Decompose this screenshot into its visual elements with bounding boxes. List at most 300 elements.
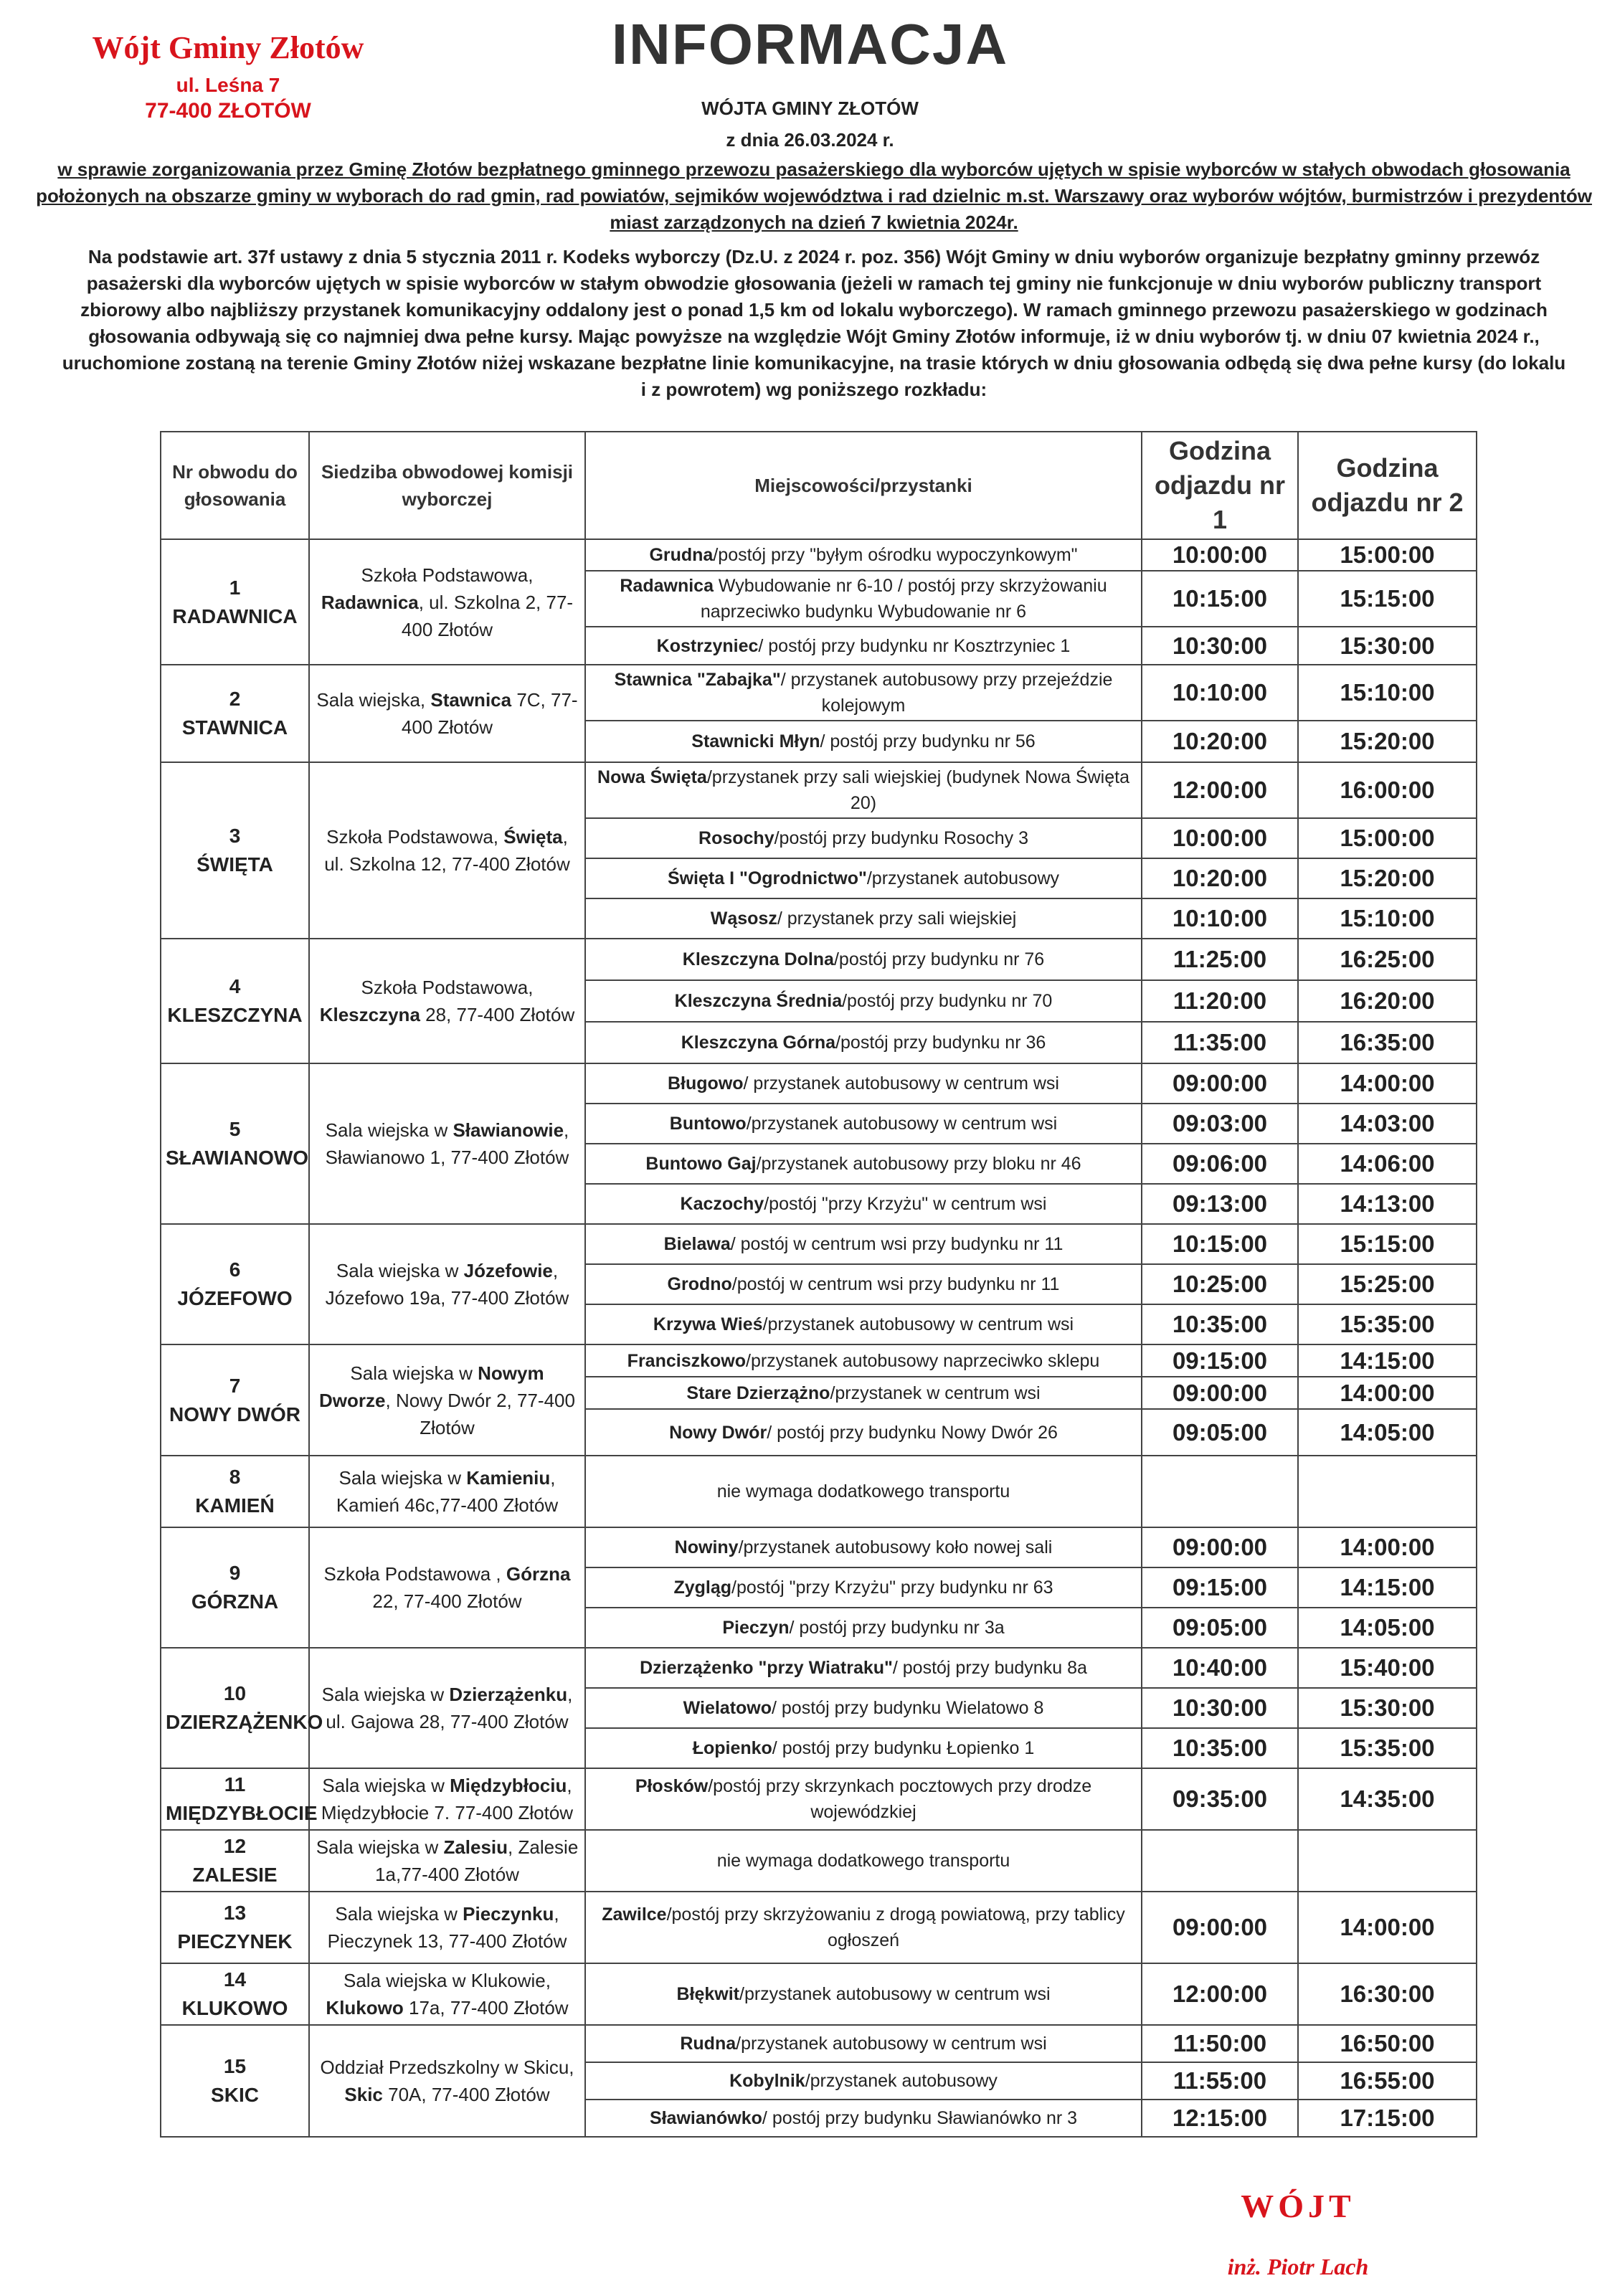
document-matter: w sprawie zorganizowania przez Gminę Złotów bezpłatnego gminnego przewozu pasażerskiego dla wyborców ujętych w spisie wyborców w stałych obwodach głosowania położonych na obszarze gminy w wyborach do rad gmin, rad powiatów, sejmików województwa i rad dzielnic m.st. Warszawy oraz wyborów wójtów, burmistrzów i prezydentów miast zarządzonych na dzień 7 kwietnia 2024r. (36, 158, 1592, 233)
district-name: GÓRZNA (191, 1590, 279, 1613)
table-row (161, 1527, 1477, 1567)
stop-locality: Stare Dzierzążno (686, 1382, 830, 1403)
table-row (161, 1963, 1477, 2025)
stop-description: /przystanek autobusowy (805, 2071, 998, 2091)
district-cell (161, 1063, 309, 1224)
stop-description: / postój przy budynku nr Kosztrzyniec 1 (758, 635, 1071, 656)
district-number: 14 (223, 1968, 247, 1991)
commission-seat (309, 665, 585, 762)
stop-cell (585, 1567, 1142, 1608)
departure-1: 10:25:00 (1142, 1264, 1298, 1304)
district-name: KAMIEŃ (195, 1494, 275, 1517)
commission-seat (309, 1456, 585, 1527)
seat-prefix: Sala wiejska w (335, 1903, 463, 1925)
seat-prefix: Sala wiejska w Klukowie, (343, 1970, 551, 1991)
stop-description: /przystanek w centrum wsi (830, 1382, 1041, 1403)
seat-prefix: Szkoła Podstawowa , (323, 1563, 506, 1585)
stop-description: /postój przy "byłym ośrodku wypoczynkowym" (713, 545, 1078, 565)
stop-locality: Kaczochy (680, 1194, 764, 1214)
stop-cell (585, 762, 1142, 818)
seat-locality: Kamieniu (466, 1467, 551, 1489)
departure-1: 10:00:00 (1142, 539, 1298, 571)
commission-seat (309, 1344, 585, 1456)
stop-cell (585, 858, 1142, 898)
departure-2: 14:05:00 (1298, 1608, 1477, 1648)
stop-description: / przystanek przy sali wiejskiej (777, 909, 1017, 929)
departure-2: 15:25:00 (1298, 1264, 1477, 1304)
stop-locality: Grodno (667, 1274, 732, 1294)
departure-1: 10:35:00 (1142, 1304, 1298, 1344)
header-departure-1: Godzina odjazdu nr 1 (1142, 432, 1298, 539)
stop-locality: Buntowo Gaj (645, 1154, 757, 1174)
stop-description: /postój przy skrzynkach pocztowych przy drodze wojewódzkiej (708, 1776, 1092, 1822)
seat-locality: Dzierzążenku (449, 1684, 568, 1705)
district-number: 4 (229, 975, 241, 997)
district-cell (161, 1648, 323, 1768)
seat-locality: Józefowie (463, 1260, 553, 1281)
district-cell (161, 1527, 309, 1648)
stop-description: /przystanek autobusowy w centrum wsi (739, 1984, 1051, 2004)
stop-description: /postój przy skrzyżowaniu z drogą powiatową, przy tablicy ogłoszeń (666, 1904, 1125, 1950)
seat-address: 70A, 77-400 Złotów (382, 2084, 550, 2105)
commission-seat (309, 1963, 585, 2025)
stop-locality: Stawnicki Młyn (691, 731, 820, 751)
stop-locality: Nowy Dwór (669, 1422, 767, 1443)
stop-cell (585, 2100, 1142, 2137)
stamp-office-name: Wójt Gminy Złotów (92, 30, 364, 65)
stop-description: /przystanek autobusowy w centrum wsi (762, 1314, 1074, 1334)
departure-2: 14:15:00 (1298, 1344, 1477, 1377)
stop-cell (585, 939, 1142, 980)
seat-prefix: Sala wiejska, (316, 689, 431, 711)
stop-locality: Nowa Święta (597, 767, 707, 787)
district-cell (161, 539, 309, 665)
departure-2: 14:35:00 (1298, 1768, 1477, 1830)
stop-cell (585, 1063, 1142, 1104)
seat-prefix: Sala wiejska w (338, 1467, 467, 1489)
stop-description: /przystanek autobusowy w centrum wsi (736, 2034, 1047, 2054)
departure-1: 09:05:00 (1142, 1409, 1298, 1456)
departure-1: 11:25:00 (1142, 939, 1298, 980)
stop-description: /postój przy budynku nr 76 (833, 949, 1045, 969)
stop-locality: Radawnica (620, 576, 714, 596)
header-commission-seat: Siedziba obwodowej komisji wyborczej (309, 432, 585, 539)
no-transport-note: nie wymaga dodatkowego transportu (585, 1830, 1142, 1892)
stop-locality: Stawnica "Zabajka" (614, 670, 781, 690)
stop-cell (585, 1377, 1142, 1409)
seat-prefix: Sala wiejska w (322, 1775, 450, 1796)
stop-locality: Kostrzyniec (656, 635, 759, 656)
district-name: NOWY DWÓR (169, 1403, 301, 1425)
departure-2: 15:15:00 (1298, 1224, 1477, 1264)
stop-cell (585, 627, 1142, 665)
commission-seat (309, 1830, 585, 1892)
stop-locality: Wielatowo (683, 1698, 772, 1718)
district-name: JÓZEFOWO (177, 1287, 293, 1309)
departure-1: 11:20:00 (1142, 980, 1298, 1022)
departure-1 (1142, 1830, 1298, 1892)
stop-description: / przystanek autobusowy w centrum wsi (743, 1073, 1059, 1094)
district-name: ŚWIĘTA (196, 853, 273, 876)
departure-2: 16:25:00 (1298, 939, 1477, 980)
departure-1: 09:35:00 (1142, 1768, 1298, 1830)
departure-1: 11:55:00 (1142, 2062, 1298, 2100)
departure-2: 14:00:00 (1298, 1892, 1477, 1963)
departure-1: 09:00:00 (1142, 1377, 1298, 1409)
departure-1: 10:35:00 (1142, 1728, 1298, 1768)
commission-seat (309, 939, 585, 1063)
departure-2: 14:00:00 (1298, 1377, 1477, 1409)
table-row (161, 939, 1477, 980)
stop-description: /postój "przy Krzyżu" w centrum wsi (764, 1194, 1047, 1214)
departure-2: 16:35:00 (1298, 1022, 1477, 1063)
table-row (161, 1224, 1477, 1264)
commission-seat (309, 1892, 585, 1963)
departure-2: 16:20:00 (1298, 980, 1477, 1022)
stop-description: /przystanek autobusowy przy bloku nr 46 (756, 1154, 1081, 1174)
header-departure-2: Godzina odjazdu nr 2 (1298, 432, 1477, 539)
table-row (161, 1830, 1477, 1892)
departure-1: 09:15:00 (1142, 1344, 1298, 1377)
seat-prefix: Szkoła Podstawowa, (326, 826, 504, 848)
table-row (161, 1456, 1477, 1527)
stop-cell (585, 1648, 1142, 1688)
stop-cell (585, 721, 1142, 762)
district-cell (161, 939, 309, 1063)
departure-2: 15:30:00 (1298, 1688, 1477, 1728)
stop-cell (585, 818, 1142, 858)
table-row (161, 1892, 1477, 1963)
document-date: z dnia 26.03.2024 r. (726, 129, 894, 151)
district-name: MIĘDZYBŁOCIE (166, 1802, 318, 1824)
stop-cell (585, 1104, 1142, 1144)
seat-address: 7C, 77-400 Złotów (401, 689, 578, 738)
seat-locality: Skic (344, 2084, 383, 2105)
seat-address: , Józefowo 19a, 77-400 Złotów (325, 1260, 569, 1309)
signature-name: inż. Piotr Lach (1227, 2254, 1369, 2280)
district-name: RADAWNICA (172, 604, 298, 627)
stop-cell (585, 1963, 1142, 2025)
document-subtitle: WÓJTA GMINY ZŁOTÓW (701, 98, 919, 119)
header-district-number: Nr obwodu do głosowania (161, 432, 309, 539)
stop-locality: Święta I "Ogrodnictwo" (667, 868, 867, 888)
departure-1: 12:00:00 (1142, 762, 1298, 818)
departure-2: 14:00:00 (1298, 1527, 1477, 1567)
table-row (161, 1063, 1477, 1104)
stop-locality: Krzywa Wieś (653, 1314, 763, 1334)
stop-cell (585, 1409, 1142, 1456)
district-cell (161, 1456, 309, 1527)
departure-1: 11:35:00 (1142, 1022, 1298, 1063)
document-body: Na podstawie art. 37f ustawy z dnia 5 stycznia 2011 r. Kodeks wyborczy (Dz.U. z 2024 r. poz. 356) Wójt Gminy w dniu wyborów organizuje bezpłatny gminny przewóz pasażerski dla wyborców ujętych w spisie wyborców w stałym obwodzie głosowania (jeżeli w ramach tej gminy nie funkcjonuje w dniu wyborów publiczny transport zbiorowy albo najbliższy przystanek komunikacyjny oddalony jest o ponad 1,5 km od lokalu wyborczego). W ramach gminnego przewozu pasażerskiego w godzinach głosowania odbywają się co najmniej dwa pełne kursy. Mając powyższe na względzie Wójt Gminy Złotów informuje, iż w dniu wyborów tj. w dniu 07 kwietnia 2024 r., uruchomione zostaną na terenie Gminy Złotów niżej wskazane bezpłatne linie komunikacyjne, na trasie których w dniu głosowania odbędą się dwa pełne kursy (do lokalu i z powrotem) wg poniższego rozkładu: (62, 246, 1566, 400)
stop-description: / postój przy budynku nr 56 (820, 731, 1036, 751)
seat-locality: Święta (503, 826, 563, 848)
stop-cell (585, 1144, 1142, 1184)
stop-cell (585, 1892, 1142, 1963)
table-row (161, 1648, 1477, 1688)
seat-address: , ul. Szkolna 2, 77-400 Złotów (401, 591, 574, 640)
departure-1: 10:15:00 (1142, 571, 1298, 627)
stop-description: / postój przy budynku Nowy Dwór 26 (767, 1422, 1058, 1443)
stop-cell (585, 665, 1142, 721)
departure-1: 09:13:00 (1142, 1184, 1298, 1224)
stop-cell (585, 1768, 1142, 1830)
departure-1: 12:15:00 (1142, 2100, 1298, 2137)
stop-cell (585, 1022, 1142, 1063)
district-cell (161, 1892, 309, 1963)
departure-1: 10:00:00 (1142, 818, 1298, 858)
departure-1: 12:00:00 (1142, 1963, 1298, 2025)
signature (1190, 2187, 1406, 2280)
seat-address: , ul. Szkolna 12, 77-400 Złotów (324, 826, 570, 875)
document-title: INFORMACJA (611, 12, 1009, 76)
schedule-table (160, 431, 1477, 2138)
stop-locality: Franciszkowo (627, 1350, 746, 1371)
departure-2: 17:15:00 (1298, 2100, 1477, 2137)
departure-2: 14:03:00 (1298, 1104, 1477, 1144)
seat-prefix: Sala wiejska w (321, 1684, 450, 1705)
district-name: KLESZCZYNA (167, 1004, 303, 1026)
commission-seat (309, 1648, 585, 1768)
district-number: 7 (229, 1374, 241, 1397)
departure-1: 09:03:00 (1142, 1104, 1298, 1144)
commission-seat (309, 1527, 585, 1648)
commission-seat (309, 1224, 585, 1344)
stop-cell (585, 1608, 1142, 1648)
departure-2: 14:05:00 (1298, 1409, 1477, 1456)
stop-description: /przystanek autobusowy (866, 868, 1060, 888)
departure-1: 09:15:00 (1142, 1567, 1298, 1608)
departure-1: 10:30:00 (1142, 627, 1298, 665)
stop-locality: Kobylnik (729, 2071, 805, 2091)
departure-1: 09:05:00 (1142, 1608, 1298, 1648)
stop-cell (585, 1224, 1142, 1264)
stop-description: Wybudowanie nr 6-10 / postój przy skrzyżowaniu naprzeciwko budynku Wybudowanie nr 6 (700, 576, 1107, 622)
district-number: 6 (229, 1258, 241, 1281)
stop-locality: Zawilce (602, 1904, 667, 1925)
district-number: 10 (223, 1682, 247, 1704)
commission-seat (309, 1768, 585, 1830)
table-header-row (161, 432, 1477, 539)
departure-2: 15:10:00 (1298, 665, 1477, 721)
table-row (161, 665, 1477, 721)
seat-locality: Kleszczyna (319, 1004, 420, 1025)
departure-1: 09:00:00 (1142, 1063, 1298, 1104)
stop-description: /postój przy budynku nr 70 (842, 991, 1053, 1011)
stop-cell (585, 571, 1142, 627)
seat-address: 28, 77-400 Złotów (420, 1004, 575, 1025)
departure-1: 10:10:00 (1142, 665, 1298, 721)
district-cell (161, 1830, 309, 1892)
stop-locality: Wąsosz (710, 909, 777, 929)
departure-1: 11:50:00 (1142, 2025, 1298, 2062)
district-name: ZALESIE (192, 1864, 278, 1886)
stop-cell (585, 539, 1142, 571)
departure-1: 10:10:00 (1142, 898, 1298, 939)
district-cell (161, 2025, 309, 2137)
stop-locality: Nowiny (674, 1537, 739, 1557)
departure-1: 10:20:00 (1142, 721, 1298, 762)
district-cell (161, 1344, 309, 1456)
stop-description: /przystanek przy sali wiejskiej (budynek Nowa Święta 20) (706, 767, 1129, 813)
stop-locality: Kleszczyna Górna (681, 1033, 836, 1053)
table-row (161, 762, 1477, 818)
departure-2: 16:30:00 (1298, 1963, 1477, 2025)
schedule-body (161, 539, 1477, 2137)
departure-2: 16:55:00 (1298, 2062, 1477, 2100)
stop-cell (585, 898, 1142, 939)
departure-2: 15:00:00 (1298, 818, 1477, 858)
seat-prefix: Sala wiejska w (336, 1260, 464, 1281)
district-number: 3 (229, 825, 241, 847)
table-row (161, 1768, 1477, 1830)
district-number: 2 (229, 688, 241, 710)
seat-locality: Pieczynku (463, 1903, 554, 1925)
seat-locality: Radawnica (321, 591, 419, 613)
seat-locality: Stawnica (430, 689, 512, 711)
departure-2 (1298, 1830, 1477, 1892)
departure-1: 09:00:00 (1142, 1527, 1298, 1567)
stop-description: / postój przy budynku Sławianówko nr 3 (762, 2108, 1078, 2128)
stop-locality: Błękwit (676, 1984, 739, 2004)
stop-cell (585, 1184, 1142, 1224)
stop-locality: Bielawa (663, 1234, 731, 1254)
stop-cell (585, 1264, 1142, 1304)
district-number: 13 (223, 1902, 247, 1924)
stop-cell (585, 1304, 1142, 1344)
district-number: 15 (223, 2055, 247, 2077)
stop-description: / postój w centrum wsi przy budynku nr 11 (730, 1234, 1064, 1254)
stop-description: / postój przy budynku Łopienko 1 (772, 1738, 1035, 1758)
departure-2: 15:30:00 (1298, 627, 1477, 665)
stop-locality: Bługowo (668, 1073, 744, 1094)
departure-2: 16:50:00 (1298, 2025, 1477, 2062)
district-name: SŁAWIANOWO (166, 1147, 309, 1169)
departure-2 (1298, 1456, 1477, 1527)
departure-2: 14:06:00 (1298, 1144, 1477, 1184)
stop-locality: Dzierzążenko "przy Wiatraku" (640, 1658, 893, 1678)
stop-description: / przystanek autobusowy przy przejeździe kolejowym (780, 670, 1113, 716)
stop-locality: Kleszczyna Dolna (682, 949, 834, 969)
district-number: 9 (229, 1562, 241, 1584)
seat-address: , Sławianowo 1, 77-400 Złotów (325, 1119, 569, 1168)
seat-address: 22, 77-400 Złotów (372, 1590, 522, 1612)
stop-description: /przystanek autobusowy naprzeciwko sklepu (746, 1350, 1100, 1371)
stop-description: / postój przy budynku nr 3a (789, 1618, 1005, 1638)
seat-locality: Nowym Dworze (319, 1362, 544, 1411)
commission-seat (309, 2025, 585, 2137)
seat-address: , Międzybłocie 7. 77-400 Złotów (321, 1775, 574, 1823)
district-name: DZIERZĄŻENKO (166, 1711, 323, 1733)
stop-locality: Rudna (680, 2034, 736, 2054)
district-number: 5 (229, 1118, 241, 1140)
table-row (161, 1344, 1477, 1377)
no-transport-note: nie wymaga dodatkowego transportu (585, 1456, 1142, 1527)
stop-description: / postój przy budynku Wielatowo 8 (772, 1698, 1044, 1718)
seat-prefix: Sala wiejska w (350, 1362, 478, 1384)
district-cell (161, 1963, 309, 2025)
departure-1: 10:15:00 (1142, 1224, 1298, 1264)
departure-1: 09:00:00 (1142, 1892, 1298, 1963)
stop-cell (585, 1344, 1142, 1377)
seat-locality: Zalesiu (443, 1836, 508, 1858)
stop-locality: Sławianówko (649, 2108, 762, 2128)
district-cell (161, 665, 309, 762)
seat-prefix: Sala wiejska w (325, 1119, 453, 1141)
departure-2: 14:00:00 (1298, 1063, 1477, 1104)
stop-locality: Grudna (649, 545, 714, 565)
departure-1: 09:06:00 (1142, 1144, 1298, 1184)
district-cell (161, 1768, 318, 1830)
district-number: 12 (223, 1835, 247, 1857)
commission-seat (309, 1063, 585, 1224)
departure-2: 14:15:00 (1298, 1567, 1477, 1608)
district-number: 8 (229, 1466, 241, 1488)
departure-1: 10:20:00 (1142, 858, 1298, 898)
stop-description: /postój przy budynku Rosochy 3 (774, 828, 1028, 848)
stop-cell (585, 1527, 1142, 1567)
stop-cell (585, 2025, 1142, 2062)
stop-locality: Pieczyn (722, 1618, 790, 1638)
commission-seat (309, 762, 585, 939)
stamp-street: ul. Leśna 7 (176, 74, 280, 96)
stop-locality: Buntowo (669, 1114, 747, 1134)
seat-prefix: Oddział Przedszkolny w Skicu, (320, 2057, 574, 2078)
stop-cell (585, 2062, 1142, 2100)
seat-address: , Zalesie 1a,77-400 Złotów (375, 1836, 579, 1885)
departure-1: 10:30:00 (1142, 1688, 1298, 1728)
district-cell (161, 1224, 309, 1344)
stop-cell (585, 1688, 1142, 1728)
stop-description: /postój w centrum wsi przy budynku nr 11 (731, 1274, 1060, 1294)
district-number: 1 (229, 576, 241, 599)
seat-address: , Kamień 46c,77-400 Złotów (336, 1467, 559, 1516)
stop-description: /przystanek autobusowy w centrum wsi (746, 1114, 1058, 1134)
departure-2: 15:40:00 (1298, 1648, 1477, 1688)
seat-address: , Nowy Dwór 2, 77-400 Złotów (385, 1389, 575, 1438)
stop-description: /przystanek autobusowy koło nowej sali (738, 1537, 1053, 1557)
departure-2: 15:15:00 (1298, 571, 1477, 627)
header-stops: Miejscowości/przystanki (585, 432, 1142, 539)
stop-locality: Rosochy (698, 828, 775, 848)
district-name: STAWNICA (181, 716, 288, 739)
seat-locality: Międzybłociu (450, 1775, 567, 1796)
seat-locality: Sławianowie (453, 1119, 564, 1141)
seat-locality: Górzna (506, 1563, 571, 1585)
seat-locality: Klukowo (326, 1997, 404, 2019)
stop-locality: Zygląg (673, 1578, 732, 1598)
departure-2: 15:20:00 (1298, 858, 1477, 898)
district-name: PIECZYNEK (177, 1930, 293, 1953)
departure-2: 15:20:00 (1298, 721, 1477, 762)
seat-address: 17a, 77-400 Złotów (403, 1997, 569, 2019)
departure-2: 16:00:00 (1298, 762, 1477, 818)
district-name: KLUKOWO (181, 1997, 288, 2019)
stop-cell (585, 1728, 1142, 1768)
departure-1: 10:40:00 (1142, 1648, 1298, 1688)
seat-prefix: Szkoła Podstawowa, (361, 977, 534, 998)
table-row (161, 2025, 1477, 2062)
district-number: 11 (224, 1773, 246, 1795)
departure-2: 15:35:00 (1298, 1728, 1477, 1768)
departure-2: 15:35:00 (1298, 1304, 1477, 1344)
stop-description: /postój "przy Krzyżu" przy budynku nr 63 (731, 1578, 1053, 1598)
stop-description: / postój przy budynku 8a (892, 1658, 1087, 1678)
stop-locality: Kleszczyna Średnia (674, 991, 843, 1011)
departure-2: 15:00:00 (1298, 539, 1477, 571)
stamp-city: 77-400 ZŁOTÓW (145, 99, 311, 123)
signature-role: WÓJT (1241, 2188, 1355, 2224)
